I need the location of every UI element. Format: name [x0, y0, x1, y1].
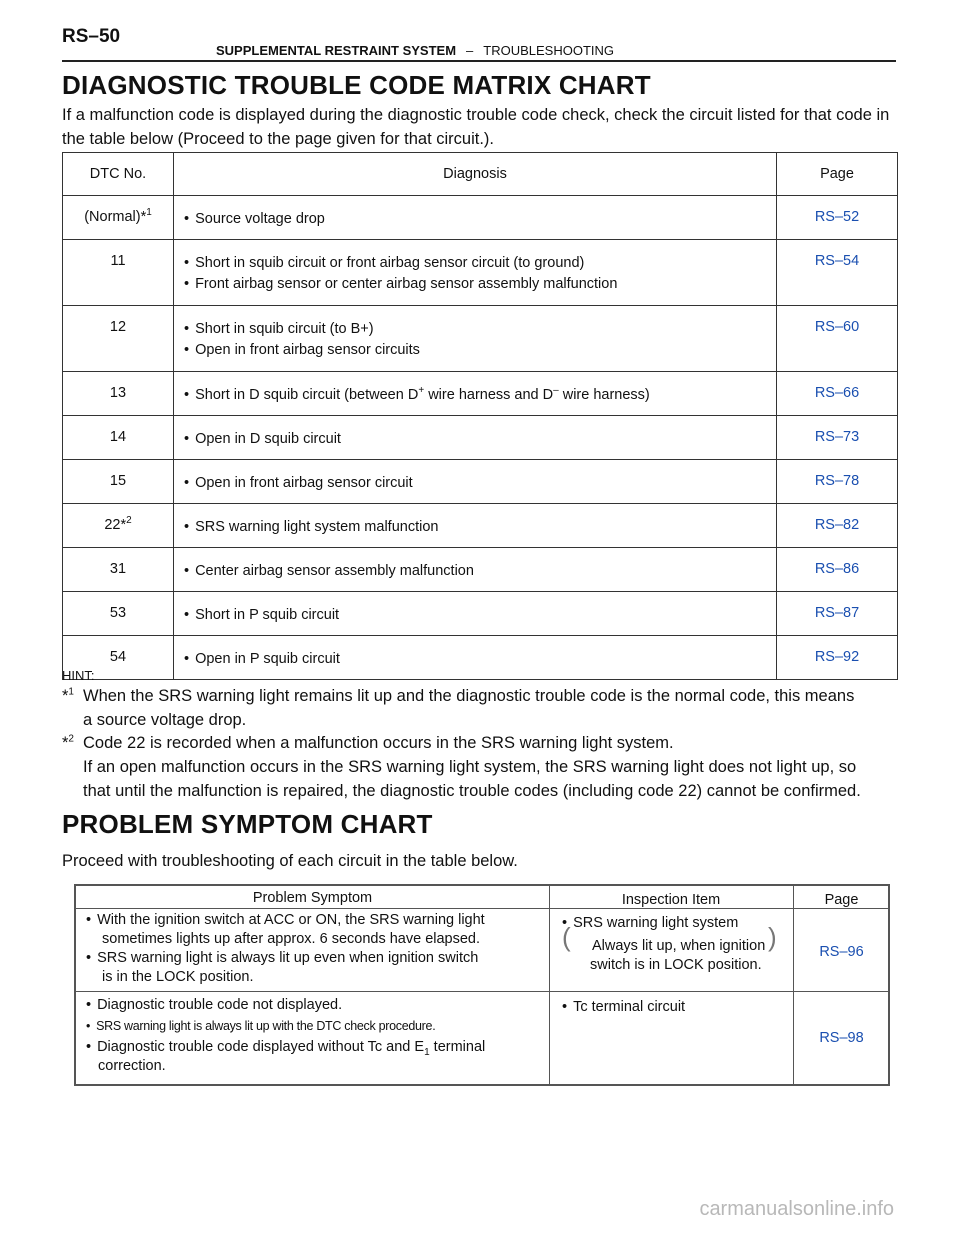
table-row [63, 196, 898, 240]
page-link[interactable]: RS–54 [777, 240, 898, 306]
dtc-code: 14 [63, 416, 174, 460]
col-diagnosis: Diagnosis [174, 153, 777, 196]
dtc-code: 54 [63, 636, 174, 680]
page-link[interactable]: RS–92 [777, 636, 898, 680]
table-row [63, 240, 898, 306]
symptom-cell: • Diagnostic trouble code not displayed. • SRS warning light is always lit up with the DTC check procedure. • Diagnostic trouble code displayed without Tc and $E_1$ terminal correction. [86, 996, 546, 1076]
section-title: SUPPLEMENTAL RESTRAINT SYSTEM [216, 43, 457, 58]
table-row [63, 592, 898, 636]
table-row [63, 548, 898, 592]
dtc-code: 13 [63, 372, 174, 416]
dtc-code: 11 [63, 240, 174, 306]
diagnosis: • Open in front airbag sensor circuit [174, 460, 777, 504]
diagnosis: • Open in D squib circuit [174, 416, 777, 460]
page-link[interactable]: RS–52 [777, 196, 898, 240]
header-rule [62, 60, 896, 62]
diagnosis: • Open in P squib circuit [174, 636, 777, 680]
dtc-code: (Normal)*$^1$ [63, 196, 174, 240]
table-row [63, 636, 898, 680]
hint-note-1: *$^1$ When the SRS warning light remains lit up and the diagnostic trouble code is the normal code, this means a source voltage drop. [62, 686, 855, 729]
diagnosis: • Short in D squib circuit (between D+ wire harness and D– wire harness) [174, 372, 777, 416]
dtc-code: 12 [63, 306, 174, 372]
page-link[interactable]: RS–96 [819, 944, 864, 960]
symptom-chart-heading: PROBLEM SYMPTOM CHART [62, 809, 433, 839]
dtc-matrix-heading: DIAGNOSTIC TROUBLE CODE MATRIX CHART [62, 70, 651, 100]
diagnosis: • SRS warning light system malfunction [174, 504, 777, 548]
table-row [63, 416, 898, 460]
column-divider [793, 886, 794, 1084]
page-link[interactable]: RS–98 [819, 1030, 864, 1046]
dtc-code: 31 [63, 548, 174, 592]
page-number: RS–50 [62, 26, 121, 47]
col-dtc-no: DTC No. [63, 153, 174, 196]
dtc-matrix-table [62, 152, 898, 680]
diagnosis: • Center airbag sensor assembly malfunction [174, 548, 777, 592]
col-inspection-item: Inspection Item [621, 892, 721, 908]
col-page: Page [824, 892, 859, 908]
watermark: carmanualsonline.info [699, 1198, 894, 1220]
page-link[interactable]: RS–86 [777, 548, 898, 592]
hint-label: HINT: [62, 668, 95, 683]
col-page: Page [777, 153, 898, 196]
table-row [63, 460, 898, 504]
dtc-code: 22*$^2$ [63, 504, 174, 548]
page-link[interactable]: RS–87 [777, 592, 898, 636]
running-header [216, 43, 614, 58]
header-dash: – [466, 43, 474, 58]
table-row [63, 504, 898, 548]
table-row [63, 372, 898, 416]
paren-open: ( [562, 922, 571, 952]
inspection-cell: • SRS warning light system ( Always lit up, when ignition switch is in LOCK position. ) [562, 914, 787, 975]
table-row [63, 306, 898, 372]
symptom-intro: Proceed with troubleshooting of each circuit in the table below. [62, 852, 518, 870]
diagnosis: • Source voltage drop [174, 196, 777, 240]
dtc-code: 15 [63, 460, 174, 504]
row-divider [76, 908, 888, 909]
problem-symptom-table [74, 884, 890, 1086]
table-header-row [63, 153, 898, 196]
col-problem-symptom: Problem Symptom [252, 890, 373, 906]
page-link[interactable]: RS–60 [777, 306, 898, 372]
page-link[interactable]: RS–82 [777, 504, 898, 548]
page-link[interactable]: RS–73 [777, 416, 898, 460]
diagnosis: • Short in P squib circuit [174, 592, 777, 636]
page-link[interactable]: RS–78 [777, 460, 898, 504]
dtc-code: 53 [63, 592, 174, 636]
diagnosis: • Short in squib circuit or front airbag sensor circuit (to ground) • Front airbag sensor or center airbag sensor assembly malfunction [174, 240, 777, 306]
inspection-cell: • Tc terminal circuit [562, 998, 787, 1017]
paren-close: ) [768, 922, 777, 952]
page-link[interactable]: RS–66 [777, 372, 898, 416]
column-divider [549, 886, 550, 1084]
row-divider [76, 991, 888, 992]
hint-note-2: *$^2$ Code 22 is recorded when a malfunction occurs in the SRS warning light system. If an open malfunction occurs in the SRS warning light system, the SRS warning light does not light up, so that until the malfunction is repaired, the diagnostic trouble codes (including code 22) cannot be confirmed. [62, 733, 861, 800]
subsection-title: TROUBLESHOOTING [483, 43, 615, 58]
symptom-cell: • With the ignition switch at ACC or ON, the SRS warning light sometimes lights up after approx. 6 seconds have elapsed. • SRS warning light is always lit up even when ignition switch is in the LOCK position. [86, 911, 546, 987]
dtc-intro: If a malfunction code is displayed during the diagnostic trouble code check, check the circuit listed for that code in the table below (Proceed to the page given for that circuit.). [62, 106, 890, 148]
diagnosis: • Short in squib circuit (to B+) • Open in front airbag sensor circuits [174, 306, 777, 372]
